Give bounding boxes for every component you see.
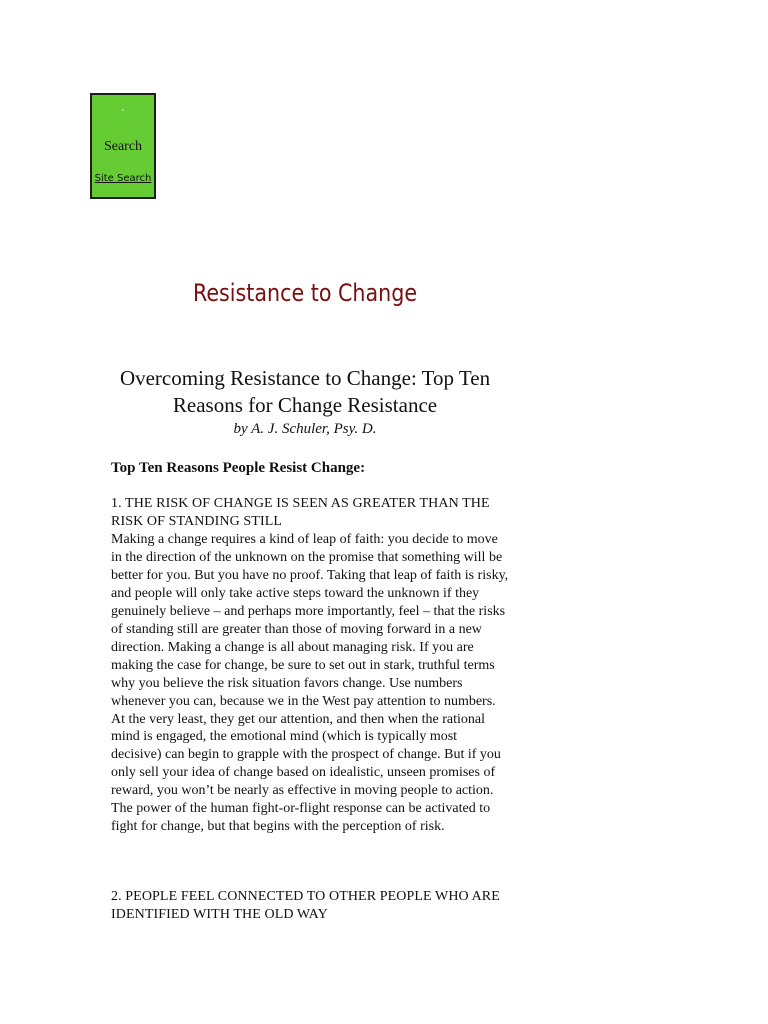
article-subtitle: Overcoming Resistance to Change: Top Ten Reasons for Change Resistance: [119, 366, 491, 417]
reason-1-heading: 1. THE RISK OF CHANGE IS SEEN AS GREATER THAN THE RISK OF STANDING STILL: [111, 496, 490, 529]
section-heading: Top Ten Reasons People Resist Change:: [111, 460, 366, 476]
search-box-label: Search: [103, 139, 143, 154]
page-title: Resistance to Change: [192, 279, 418, 307]
reason-1-body: Making a change requires a kind of leap of faith: you decide to move in the direction of the unknown on the promise that something will be better for you. But you have no proof. Taking that leap of faith is risky, and people will only take active steps toward the unknown if they genuinely believe – and perhaps more importantly, feel – that the risks of standing still are greater than those of moving forward in a new direction. Making a change is all about managing risk. If you are making the case for change, be sure to set out in stark, truthful terms why you believe the risk situation favors change. Use numbers whenever you can, because we in the West pay attention to numbers. At the very least, they get our attention, and then when the rational mind is engaged, the emotional mind (which is typically most decisive) can begin to grapple with the prospect of change. But if you only sell your idea of change based on idealistic, unseen promises of reward, you won’t be nearly as effective in moving people to action. The power of the human fight-or-flight response can be activated to fight for change, but that begins with the perception of risk.: [111, 532, 509, 835]
site-search-link[interactable]: Site Search: [94, 173, 152, 184]
search-box-mark: ‘: [121, 107, 125, 117]
reason-2-heading: 2. PEOPLE FEEL CONNECTED TO OTHER PEOPLE WHO ARE IDENTIFIED WITH THE OLD WAY: [111, 889, 500, 922]
article-byline: by A. J. Schuler, Psy. D.: [233, 421, 377, 437]
search-box: [90, 93, 156, 199]
